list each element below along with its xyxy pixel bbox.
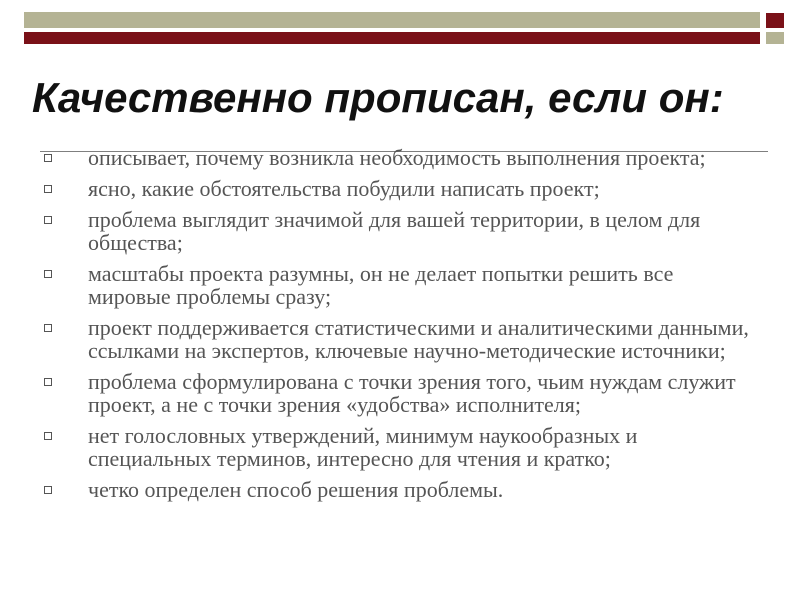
bullet-text: проблема выглядит значимой для вашей территории, в целом для общества; [88, 207, 701, 255]
header-decor-square-maroon [766, 13, 784, 28]
bullet-list [40, 146, 760, 509]
bullet-text: ясно, какие обстоятельства побудили написать проект; [88, 176, 600, 201]
square-bullet-icon [44, 432, 52, 440]
square-bullet-icon [44, 324, 52, 332]
bullet-item [40, 262, 760, 308]
bullet-text: четко определен способ решения проблемы. [88, 477, 504, 502]
square-bullet-icon [44, 270, 52, 278]
header-decor-bar-olive [24, 12, 760, 28]
bullet-item [40, 208, 760, 254]
header-decor-square-olive [766, 32, 784, 44]
slide-title: Качественно прописан, если он: [32, 74, 724, 121]
square-bullet-icon [44, 378, 52, 386]
header-decor-bar-maroon [24, 32, 760, 44]
bullet-item [40, 146, 760, 169]
bullet-item [40, 177, 760, 200]
bullet-text: нет голословных утверждений, минимум наукообразных и специальных терминов, интересно для чтения и кратко; [88, 423, 638, 471]
square-bullet-icon [44, 185, 52, 193]
bullet-item [40, 478, 760, 501]
bullet-text: масштабы проекта разумны, он не делает попытки решить все мировые проблемы сразу; [88, 261, 674, 309]
bullet-text: проект поддерживается статистическими и аналитическими данными, ссылками на экспертов, ключевые научно-методические источники; [88, 315, 749, 363]
bullet-item [40, 424, 760, 470]
square-bullet-icon [44, 486, 52, 494]
square-bullet-icon [44, 154, 52, 162]
bullet-item [40, 316, 760, 362]
square-bullet-icon [44, 216, 52, 224]
bullet-text: проблема сформулирована с точки зрения того, чьим нуждам служит проект, а не с точки зрения «удобства» исполнителя; [88, 369, 736, 417]
bullet-text: описывает, почему возникла необходимость выполнения проекта; [88, 145, 706, 170]
bullet-item [40, 370, 760, 416]
